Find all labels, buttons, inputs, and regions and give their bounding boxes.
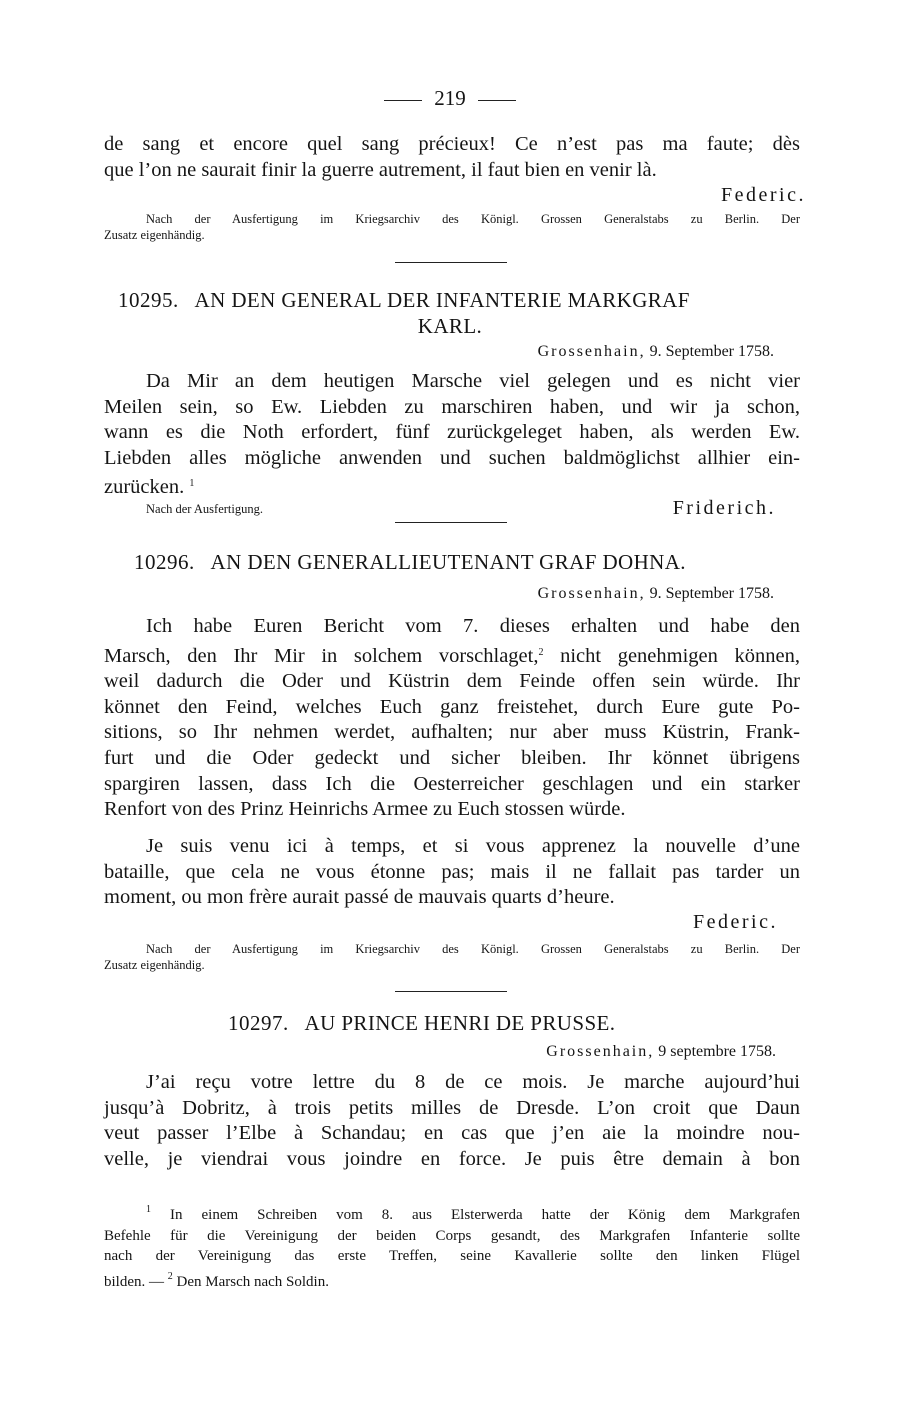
letter-heading bbox=[118, 288, 690, 313]
signature: Friderich. bbox=[672, 497, 776, 519]
text-line: jusqu’à Dobritz, à trois petits milles de Dresde. L’on croit que Daun bbox=[104, 1096, 800, 1119]
rule-left bbox=[384, 100, 422, 101]
footnote-line bbox=[104, 1267, 800, 1293]
footnote-mark: 2 bbox=[167, 1270, 173, 1282]
text-fragment: nicht genehmigen können, bbox=[560, 644, 800, 667]
text-line bbox=[104, 640, 800, 670]
footnote-ref: 2 bbox=[538, 646, 544, 658]
letter-heading-cont: KARL. bbox=[417, 314, 483, 338]
text-line: Renfort von des Prinz Heinrichs Armee zu Euch stossen würde. bbox=[104, 798, 626, 821]
page-number: 219 bbox=[434, 86, 466, 110]
letter-date: 9 septembre 1758. bbox=[658, 1043, 776, 1060]
letter-number: 10296. bbox=[134, 550, 195, 574]
letter-addressee: AN DEN GENERAL DER INFANTERIE MARKGRAF bbox=[194, 288, 690, 312]
letter-place: Grossenhain, bbox=[546, 1043, 655, 1060]
separator bbox=[395, 262, 507, 263]
note-line: Nach der Ausfertigung im Kriegsarchiv des Königl. Grossen Generalstabs zu Berlin. Der bbox=[146, 212, 800, 226]
letter-date: 9. September 1758. bbox=[649, 585, 774, 602]
text-fragment: Marsch, den Ihr Mir in solchem vorschlaget, bbox=[104, 644, 539, 667]
letter-addressee: AN DEN GENERALLIEUTENANT GRAF DOHNA. bbox=[210, 550, 686, 574]
text-line: Je suis venu ici à temps, et si vous apprenez la nouvelle d’une bbox=[146, 835, 800, 857]
text-line: velle, je viendrai vous joindre en force. Je puis être demain à bon bbox=[104, 1147, 800, 1170]
footnotes bbox=[104, 1200, 800, 1292]
signature: Federic. bbox=[693, 911, 778, 933]
text-line: weil dadurch die Oder und Küstrin dem Feinde offen sein würde. Ihr bbox=[104, 670, 800, 693]
note-line: Zusatz eigenhändig. bbox=[104, 227, 205, 242]
text-line: que l’on ne saurait finir la guerre autrement, il faut bien en venir là. bbox=[104, 158, 657, 181]
text-line: furt und die Oder gedeckt und sicher bleiben. Ihr könnet übrigens bbox=[104, 746, 800, 769]
source-note bbox=[104, 942, 800, 973]
letter-place-date bbox=[538, 585, 774, 603]
rule-right bbox=[478, 100, 516, 101]
text-fragment: bilden. — bbox=[104, 1273, 168, 1290]
footnote-line: Befehle für die Vereinigung der beiden Corps gesandt, des Markgrafen Infanterie sollte bbox=[104, 1227, 800, 1244]
letter-place: Grossenhain, bbox=[537, 585, 646, 602]
text-line: könnet den Feind, welches Euch ganz freistehet, durch Eure gute Po- bbox=[104, 695, 800, 718]
footnote-ref: 1 bbox=[189, 478, 195, 490]
text-line: Meilen sein, so Ew. Liebden zu marschiren haben, und wir ja schon, bbox=[104, 395, 800, 418]
letter-place: Grossenhain, bbox=[537, 343, 646, 360]
signature: Federic. bbox=[721, 184, 806, 206]
text-line: sitions, so Ihr nehmen werdet, aufhalten; nur aber muss Küstrin, Frank- bbox=[104, 721, 800, 744]
text-line: Liebden alles mögliche anwenden und suchen baldmöglichst allhier ein- bbox=[104, 446, 800, 469]
letter-place-date bbox=[546, 1043, 776, 1061]
text-fragment: Den Marsch nach Soldin. bbox=[176, 1273, 329, 1290]
continuation-paragraph bbox=[104, 132, 800, 183]
letter-body bbox=[104, 369, 800, 501]
letter-number: 10297. bbox=[228, 1011, 289, 1035]
footnote-line bbox=[104, 1200, 800, 1226]
letter-postscript bbox=[104, 834, 800, 911]
footnote-line: nach der Vereinigung das erste Treffen, seine Kavallerie sollte den linken Flügel bbox=[104, 1248, 800, 1264]
note-line: Nach der Ausfertigung im Kriegsarchiv des Königl. Grossen Generalstabs zu Berlin. Der bbox=[146, 942, 800, 956]
text-line: de sang et encore quel sang précieux! Ce n’est pas ma faute; dès bbox=[104, 133, 800, 155]
note-line: Zusatz eigenhändig. bbox=[104, 957, 205, 972]
text-line: Ich habe Euren Bericht vom 7. dieses erhalten und habe den bbox=[146, 615, 800, 637]
text-line: moment, ou mon frère aurait passé de mauvais quarts d’heure. bbox=[104, 886, 615, 909]
text-line: wann es die Noth erfordert, fünf zurückgeleget haben, als werden Ew. bbox=[104, 421, 800, 444]
source-note bbox=[104, 212, 800, 243]
footnote-mark: 1 bbox=[146, 1204, 151, 1215]
letter-addressee: AU PRINCE HENRI DE PRUSSE. bbox=[304, 1011, 616, 1035]
letter-body bbox=[104, 614, 800, 823]
source-note: Nach der Ausfertigung. bbox=[146, 502, 263, 516]
letter-date: 9. September 1758. bbox=[649, 343, 774, 360]
letter-number: 10295. bbox=[118, 288, 179, 312]
page-number-header bbox=[0, 86, 900, 111]
separator bbox=[395, 522, 507, 523]
letter-heading bbox=[134, 550, 686, 575]
letter-body bbox=[104, 1070, 800, 1172]
text-line: veut passer l’Elbe à Schandau; en cas que j’en aie la moindre nou- bbox=[104, 1122, 800, 1145]
letter-place-date bbox=[538, 343, 774, 361]
text-fragment: In einem Schreiben vom 8. aus Elsterwerda hatte der König dem Markgrafen bbox=[170, 1207, 801, 1223]
text-line: Da Mir an dem heutigen Marsche viel gelegen und es nicht vier bbox=[146, 370, 800, 392]
separator bbox=[395, 991, 507, 992]
text-line: spargiren lassen, dass Ich die Oesterreicher geschlagen und ein starker bbox=[104, 772, 800, 795]
text-line: bataille, que cela ne vous étonne pas; mais il ne fallait pas tarder un bbox=[104, 860, 800, 883]
letter-heading bbox=[228, 1011, 615, 1036]
text-fragment: zurücken. bbox=[104, 476, 185, 499]
text-line: J’ai reçu votre lettre du 8 de ce mois. Je marche aujourd’hui bbox=[146, 1071, 800, 1093]
